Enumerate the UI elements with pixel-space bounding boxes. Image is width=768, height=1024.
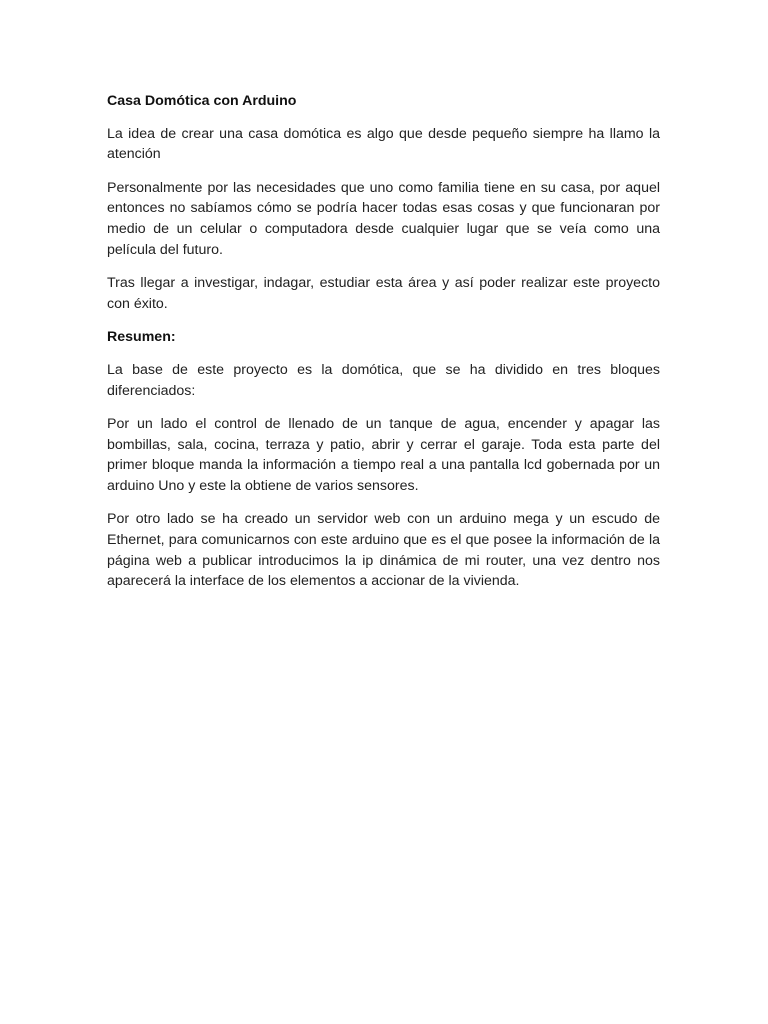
intro-paragraph-3: Tras llegar a investigar, indagar, estudiar esta área y así poder realizar este proyecto con éxito. [107, 274, 660, 312]
document-title: Casa Domótica con Arduino [107, 93, 297, 109]
intro-paragraph-1: La idea de crear una casa domótica es algo que desde pequeño siempre ha llamo la atención [107, 125, 660, 163]
summary-paragraph-2: Por un lado el control de llenado de un tanque de agua, encender y apagar las bombillas, sala, cocina, terraza y patio, abrir y cerrar el garaje. Toda esta parte del primer bloque manda la información a tiempo real a una pantalla lcd gobernada por un arduino Uno y este la obtiene de varios sensores. [107, 415, 660, 495]
summary-paragraph-1: La base de este proyecto es la domótica, que se ha dividido en tres bloques diferenciados: [107, 362, 660, 399]
summary-heading: Resumen: [107, 328, 176, 345]
document-body [107, 91, 660, 605]
intro-paragraph-2: Personalmente por las necesidades que uno como familia tiene en su casa, por aquel entonces no sabíamos cómo se podría hacer todas esas cosas y que funcionaran por medio de un celular o computadora desde cualquier lugar que se veía como una película del futuro. [107, 179, 660, 258]
summary-paragraph-3: Por otro lado se ha creado un servidor web con un arduino mega y un escudo de Ethernet, para comunicarnos con este arduino que es el que posee la información de la página web a publicar introducimos la ip dinámica de mi router, una vez dentro nos aparecerá la interface de los elementos a accionar de la vivienda. [107, 511, 660, 590]
